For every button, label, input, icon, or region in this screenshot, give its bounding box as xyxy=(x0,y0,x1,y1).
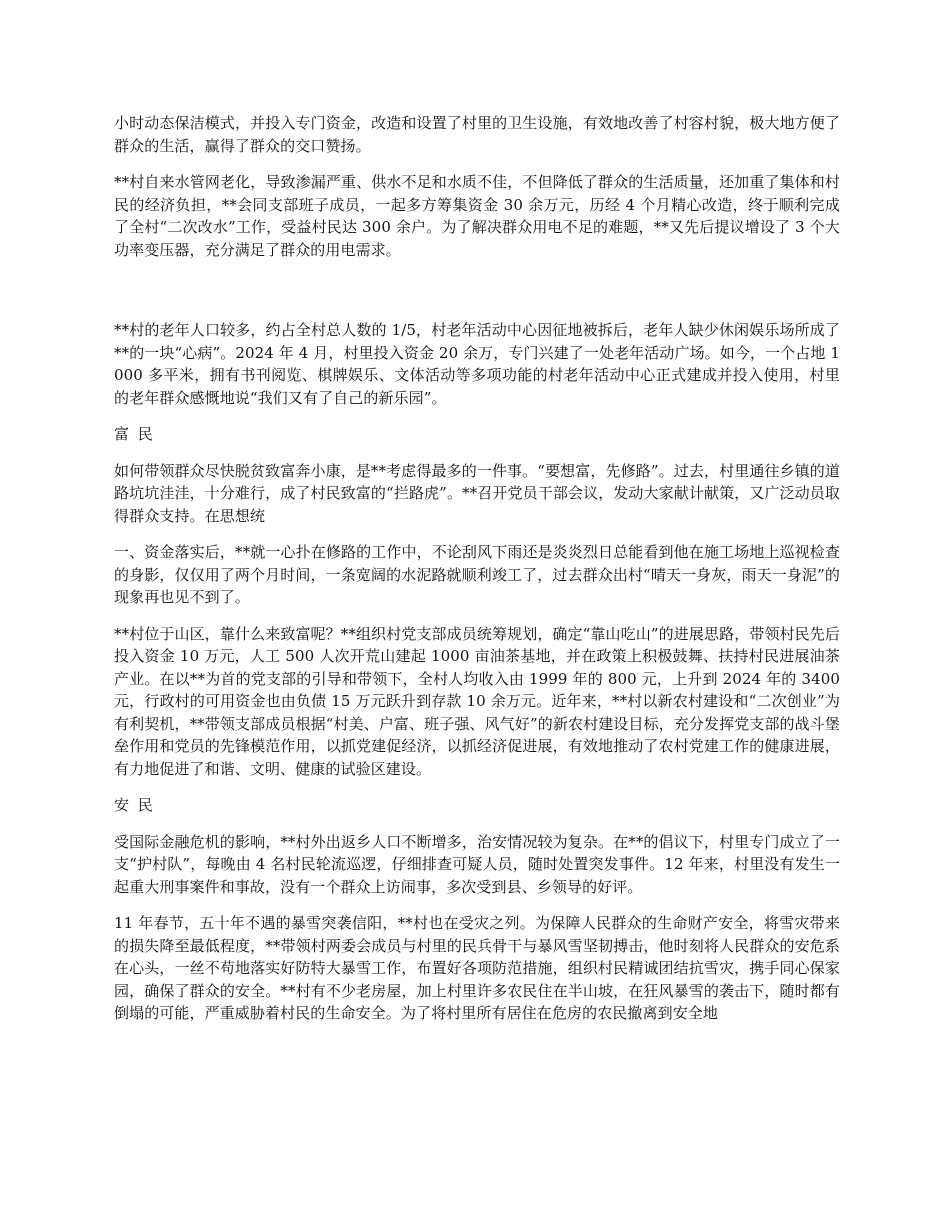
paragraph-sanitation: 小时动态保洁模式，并投入专门资金，改造和设置了村里的卫生设施，有效地改善了村容村貌，极大地方便了群众的生活，赢得了群众的交口赞扬。 xyxy=(114,114,840,155)
section-heading-fumin: 富 民 xyxy=(114,425,155,443)
paragraph-road-building: 如何带领群众尽快脱贫致富奔小康，是**考虑得最多的一件事。“要想富，先修路”。过去，村里通往乡镇的道路坑坑洼洼，十分难行，成了村民致富的“拦路虎”。**召开党员干部会议，发动大家献计献策，又广泛动员取得群众支持。在思想统 xyxy=(114,461,840,525)
paragraph-elderly-center: **村的老年人口较多，约占全村总人数的 1/5，村老年活动中心因征地被拆后，老年人缺少休闲娱乐场所成了**的一块“心病”。2024 年 4 月，村里投入资金 20 余万，专门兴建了一处老年活动广场。如今，一个占地 1000 多平米，拥有书刊阅览、棋牌娱乐、文体活动等多项功能的村老年活动中心正式建成并投入使用，村里的老年群众感慨地说“我们又有了自己的新乐园”。 xyxy=(114,321,840,407)
blank-gap xyxy=(114,275,840,319)
document-body xyxy=(114,112,840,1039)
section-heading-anmin: 安 民 xyxy=(114,796,155,814)
paragraph-snowstorm: 11 年春节，五十年不遇的暴雪突袭信阳，**村也在受灾之列。为保障人民群众的生命财产安全，将雪灾带来的损失降至最低程度，**带领村两委会成员与村里的民兵骨干与暴风雪坚韧搏击，他时刻将人民群众的安危系在心头，一丝不苟地落实好防特大暴雪工作，布置好各项防范措施，组织村民精诚团结抗雪灾，携手同心保家园，确保了群众的安全。**村有不少老房屋，加上村里许多农民住在半山坡，在狂风暴雪的袭击下，随时都有倒塌的可能，严重威胁着村民的生命安全。为了将村里所有居住在危房的农民撤离到安全地 xyxy=(114,914,840,1022)
paragraph-road-completed: 一、资金落实后，**就一心扑在修路的工作中，不论刮风下雨还是炎炎烈日总能看到他在施工场地上巡视检查的身影，仅仅用了两个月时间，一条宽阔的水泥路就顺利竣工了，过去群众出村“晴天一身灰，雨天一身泥”的现象再也见不到了。 xyxy=(114,543,840,606)
paragraph-water-supply: **村自来水管网老化，导致渗漏严重、供水不足和水质不佳，不但降低了群众的生活质量，还加重了集体和村民的经济负担，**会同支部班子成员，一起多方筹集资金 30 余万元，历经 4 个月精心改造，终于顺利完成了全村“二次改水”工作，受益村民达 300 余户。为了解决群众用电不足的难题，**又先后提议增设了 3 个大功率变压器，充分满足了群众的用电需求。 xyxy=(114,173,840,259)
paragraph-village-patrol: 受国际金融危机的影响，**村外出返乡人口不断增多，治安情况较为复杂。在**的倡议下，村里专门成立了一支“护村队”，每晚由 4 名村民轮流巡逻，仔细排查可疑人员，随时处置突发事件。12 年来，村里没有发生一起重大刑事案件和事故，没有一个群众上访闹事，多次受到县、乡领导的好评。 xyxy=(114,832,840,896)
paragraph-oil-tea-industry: **村位于山区，靠什么来致富呢？**组织村党支部成员统筹规划，确定“靠山吃山”的进展思路，带领村民先后投入资金 10 万元，人工 500 人次开荒山建起 1000 亩油茶基地，并在政策上积极鼓舞、扶持村民进展油茶产业。在以**为首的党支部的引导和带领下，全村人均收入由 1999 年的 800 元，上升到 2024 年的 3400 元，行政村的可用资金也由负债 15 万元跃升到存款 10 余万元。近年来，**村以新农村建设和“二次创业”为有利契机，**带领支部成员根据“村美、户富、班子强、风气好”的新农村建设目标，充分发挥党支部的战斗堡垒作用和党员的先锋模范作用，以抓党建促经济，以抓经济促进展，有效地推动了农村党建工作的健康进展，有力地促进了和谐、文明、健康的试验区建设。 xyxy=(114,624,840,778)
